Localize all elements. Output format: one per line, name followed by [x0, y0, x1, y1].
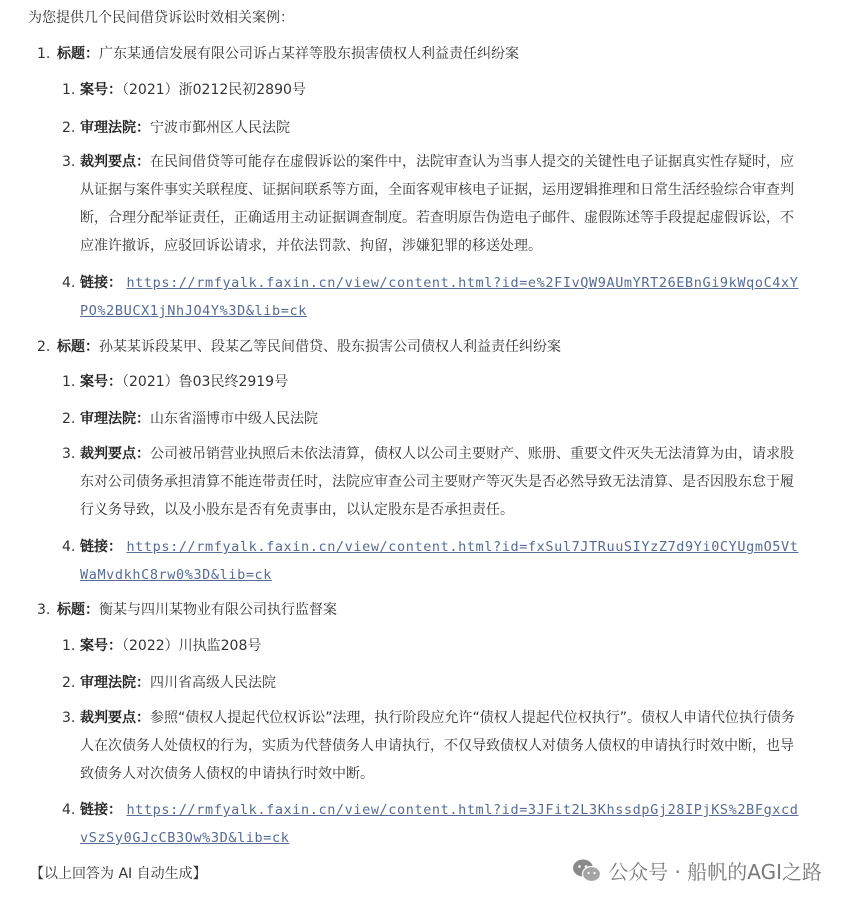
- watermark: 公众号 · 船帆的AGI之路: [572, 856, 822, 885]
- key-points-1: 裁判要点：在民间借贷等可能存在虚假诉讼的案件中，法院审查认为当事人提交的关键性电子证据真实性存疑时，应从证据与案件事实关联程度、证据间联系等方面，全面客观审核电子证据，运用逻辑推理和日常生活经验综合审查判断，合理分配举证责任，正确适用主动证据调查制度。若查明原告伪造电子邮件、虚假陈述等手段提起虚假诉讼，不应准许撤诉，应驳回诉讼请求，并依法罚款、拘留，涉嫌犯罪的移送处理。: [80, 154, 794, 254]
- case-number-row-1: 1. 案号：（2021）浙0212民初2890号: [62, 82, 306, 98]
- case-title-1: 1. 标题：广东某通信发展有限公司诉占某祥等股东损害债权人利益责任纠纷案: [37, 46, 519, 62]
- court-row-3: 2. 审理法院：四川省高级人民法院: [62, 675, 276, 691]
- link-row-1: 链接： https://rmfyalk.faxin.cn/view/content.html?id=e%2FIvQW9AUmYRT26EBnGi9kWqoC4xYPO%2BUCX1jNhJO4Y%3D&lib=ck: [80, 275, 799, 319]
- key-points-num-2: 3.: [62, 446, 76, 462]
- link-row-3: 链接： https://rmfyalk.faxin.cn/view/content.html?id=3JFit2L3KhssdpGj28IPjKS%2BFgxcdvSzSy0GJcCB3Ow%3D&lib=ck: [80, 802, 799, 846]
- intro-text: 为您提供几个民间借贷诉讼时效相关案例：: [28, 10, 294, 26]
- key-points-3: 裁判要点：参照“债权人提起代位权诉讼”法理，执行阶段应允许“债权人提起代位权执行”。债权人申请代位执行债务人在次债务人处债权的行为，实质为代替债务人申请执行，不仅导致债权人对债务人债权的申请执行时效中断，也导致债务人对次债务人债权的申请执行时效中断。: [80, 710, 796, 782]
- case-link-2[interactable]: https://rmfyalk.faxin.cn/view/content.html?id=fxSul7JTRuuSIYzZ7d9Yi0CYUgmO5VtWaMvdkhC8rw0%3D&lib=ck: [80, 539, 799, 583]
- case-title-2: 2. 标题：孙某某诉段某甲、段某乙等民间借贷、股东损害公司债权人利益责任纠纷案: [37, 339, 561, 355]
- case-link-3[interactable]: https://rmfyalk.faxin.cn/view/content.html?id=3JFit2L3KhssdpGj28IPjKS%2BFgxcdvSzSy0GJcCB3Ow%3D&lib=ck: [80, 802, 799, 846]
- link-num-3: 4.: [62, 802, 76, 818]
- key-points-num-3: 3.: [62, 710, 76, 726]
- link-row-2: 链接： https://rmfyalk.faxin.cn/view/content.html?id=fxSul7JTRuuSIYzZ7d9Yi0CYUgmO5VtWaMvdkhC8rw0%3D&lib=ck: [80, 539, 799, 583]
- case-number-row-3: 1. 案号：（2022）川执监208号: [62, 638, 262, 654]
- key-points-2: 裁判要点：公司被吊销营业执照后未依法清算，债权人以公司主要财产、账册、重要文件灭失无法清算为由，请求股东对公司债务承担清算不能连带责任时，法院应审查公司主要财产等灭失是否必然导致无法清算、是否因股东怠于履行义务导致，以及小股东是否有免责事由，以认定股东是否承担责任。: [80, 446, 794, 518]
- link-num-2: 4.: [62, 539, 76, 555]
- case-number-row-2: 1. 案号：（2021）鲁03民终2919号: [62, 374, 289, 390]
- link-num-1: 4.: [62, 275, 76, 291]
- key-points-num-1: 3.: [62, 154, 76, 170]
- wechat-icon: [572, 858, 602, 884]
- case-title-3: 3. 标题：衡某与四川某物业有限公司执行监督案: [37, 602, 337, 618]
- ai-footer-note: 【以上回答为 AI 自动生成】: [30, 866, 207, 882]
- case-link-1[interactable]: https://rmfyalk.faxin.cn/view/content.html?id=e%2FIvQW9AUmYRT26EBnGi9kWqoC4xYPO%2BUCX1jNhJO4Y%3D&lib=ck: [80, 275, 799, 319]
- court-row-1: 2. 审理法院：宁波市鄞州区人民法院: [62, 120, 290, 136]
- court-row-2: 2. 审理法院：山东省淄博市中级人民法院: [62, 411, 318, 427]
